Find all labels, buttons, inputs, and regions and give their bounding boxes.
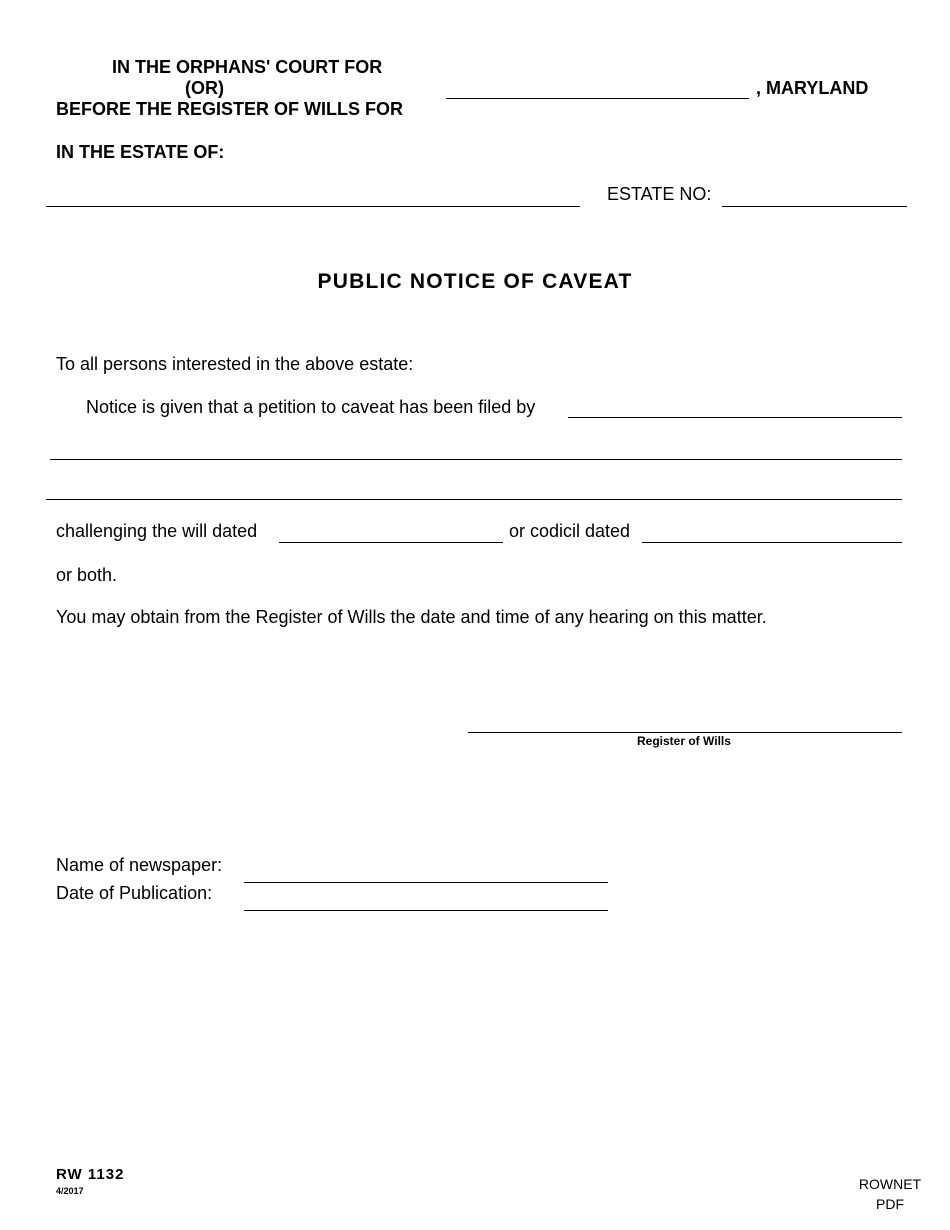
estate-no-label: ESTATE NO: [607,184,712,204]
or-both-text: or both. [56,565,118,585]
codicil-label: or codicil dated [509,521,631,541]
estate-of-label: IN THE ESTATE OF: [56,142,225,162]
form-revision: 4/2017 [56,1186,84,1196]
codicil-date-field[interactable] [644,521,900,541]
court-line-2: BEFORE THE REGISTER OF WILLS FOR [56,99,404,119]
decedent-name-field[interactable] [48,185,578,205]
petitioner-line-3 [46,499,902,500]
petitioner-field-line3[interactable] [48,478,898,498]
estate-number-field[interactable] [724,185,904,205]
county-field[interactable] [448,78,748,98]
court-or-line: (OR) [185,78,224,98]
petitioner-line-2 [50,459,902,460]
petitioner-field-line2[interactable] [52,438,898,458]
notice-line: Notice is given that a petition to caveat has been filed by [86,397,536,417]
signature-line[interactable] [468,732,902,733]
petitioner-line [568,417,902,418]
salutation: To all persons interested in the above estate: [56,354,414,374]
will-date-field[interactable] [281,521,501,541]
court-line-1: IN THE ORPHANS' COURT FOR [112,57,383,77]
newspaper-name-line [244,882,608,883]
challenging-label: challenging the will dated [56,521,258,541]
source-line-1: ROWNET [858,1176,922,1192]
newspaper-name-field[interactable] [246,861,606,881]
will-date-line [279,542,503,543]
county-line [446,98,749,99]
signature-caption: Register of Wills [637,734,731,748]
publication-date-label: Date of Publication: [56,883,213,903]
state-suffix: , MARYLAND [756,78,869,98]
publication-date-line [244,910,608,911]
page-title: PUBLIC NOTICE OF CAVEAT [317,270,633,293]
form-number: RW 1132 [56,1166,125,1183]
decedent-name-line [46,206,580,207]
estate-number-line [722,206,907,207]
petitioner-field[interactable] [570,396,900,416]
source-line-2: PDF [876,1196,904,1212]
codicil-date-line [642,542,902,543]
newspaper-label: Name of newspaper: [56,855,223,875]
obtain-hearing-text: You may obtain from the Register of Wills the date and time of any hearing on this matter. [56,607,767,627]
publication-date-field[interactable] [246,889,606,909]
